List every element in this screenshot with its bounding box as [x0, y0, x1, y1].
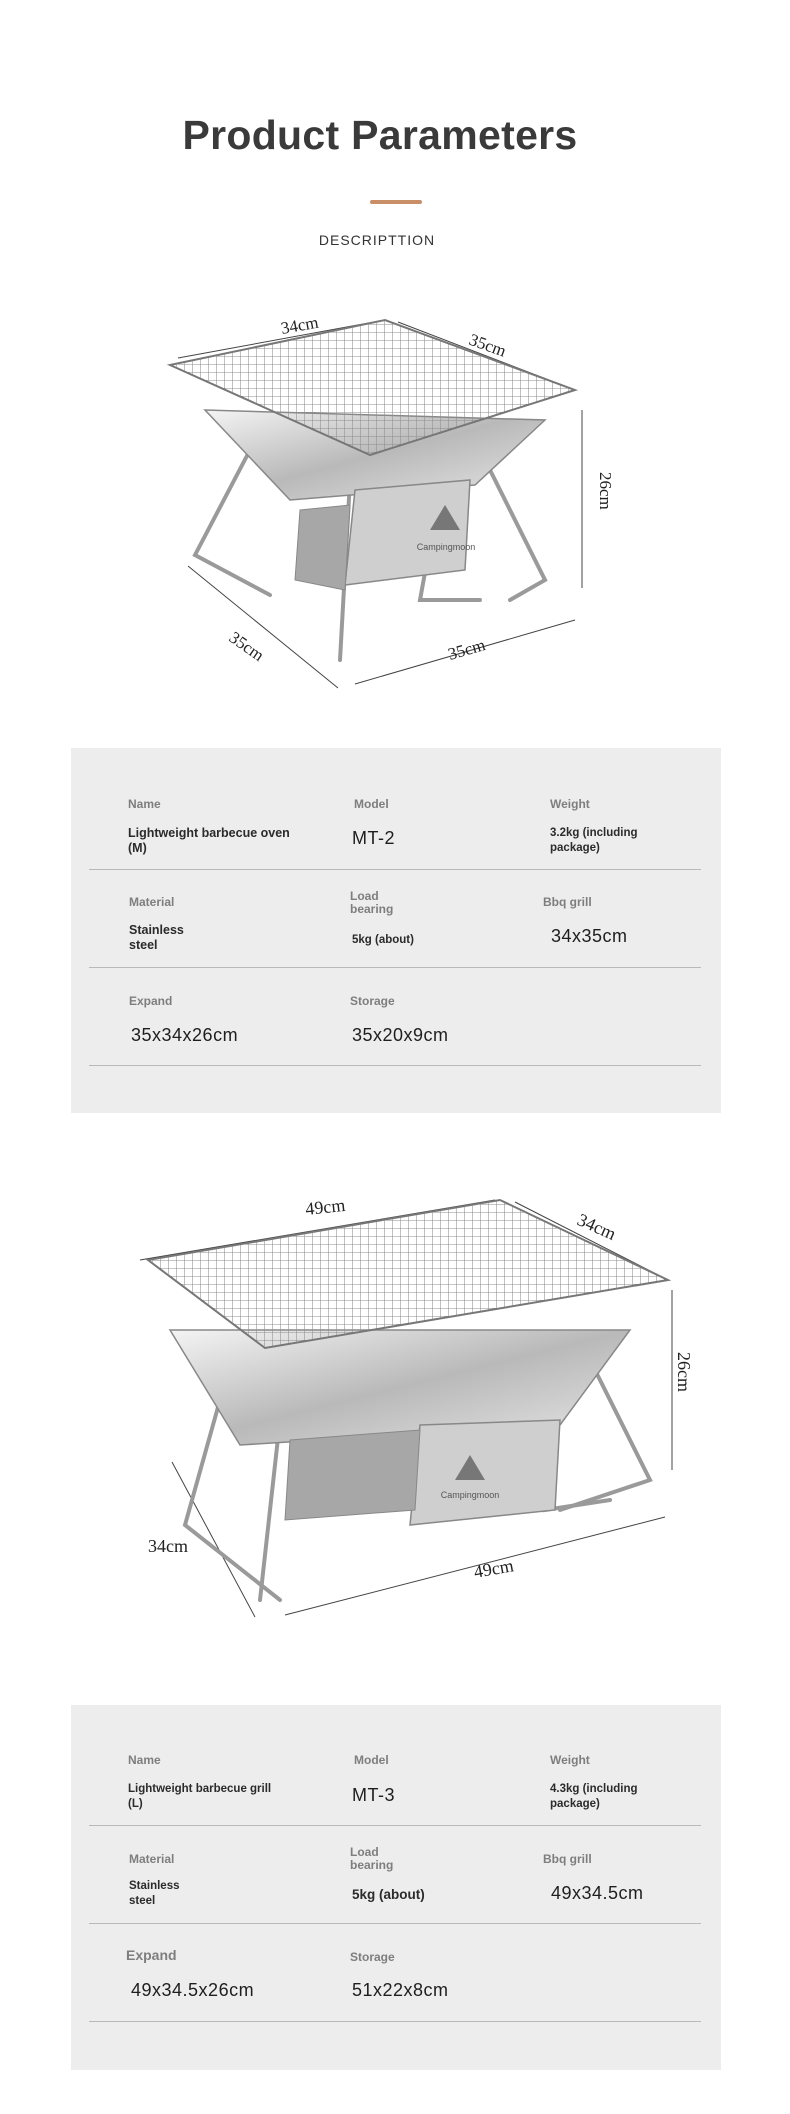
brand-mark-l: Campingmoon: [440, 1490, 500, 1500]
storage-label: Storage: [350, 994, 395, 1008]
dim-bottom-left-m: 35cm: [225, 627, 268, 665]
row-divider: [89, 1065, 701, 1066]
load-bearing-value: 5kg (about): [352, 934, 414, 946]
row-divider: [89, 1825, 701, 1826]
expand-label: Expand: [129, 994, 173, 1008]
row-divider: [89, 1923, 701, 1924]
dim-top-right-l: 34cm: [574, 1209, 620, 1244]
dim-top-right-m: 35cm: [466, 329, 509, 361]
product-illustration-m: [0, 300, 790, 700]
bbq-grill-label: Bbq grill: [543, 895, 592, 909]
model-value: MT-2: [352, 828, 396, 848]
spec-panel-m: [71, 748, 721, 1113]
weight-value: 4.3kg (including package): [550, 1783, 638, 1810]
material-value: Stainless steel: [129, 923, 184, 952]
material-value: Stainless steel: [129, 1880, 180, 1907]
storage-value: 35x20x9cm: [352, 1025, 449, 1045]
model-label: Model: [354, 797, 389, 811]
spec-panel-l: [71, 1705, 721, 2070]
expand-value: 35x34x26cm: [131, 1025, 239, 1045]
load-bearing-label: Load bearing: [350, 889, 394, 916]
storage-label: Storage: [350, 1950, 395, 1964]
row-divider: [89, 869, 701, 870]
dim-bottom-right-m: 35cm: [445, 635, 488, 664]
bbq-grill-value: 34x35cm: [551, 926, 628, 946]
load-bearing-value: 5kg (about): [352, 1887, 425, 1902]
page-subtitle: DESCRIPTTION: [318, 232, 436, 248]
page-title: Product Parameters: [182, 112, 578, 158]
expand-label: Expand: [126, 1947, 177, 1963]
bbq-grill-value: 49x34.5cm: [551, 1883, 644, 1903]
name-value: Lightweight barbecue oven (M): [128, 826, 290, 855]
weight-label: Weight: [550, 1753, 590, 1767]
product-illustration-l: [0, 1180, 790, 1640]
dim-top-left-l: 49cm: [304, 1194, 347, 1219]
dim-bottom-right-l: 49cm: [472, 1555, 516, 1582]
material-label: Material: [129, 895, 175, 909]
dim-bottom-left-l: 34cm: [148, 1536, 188, 1556]
load-bearing-label: Load bearing: [350, 1845, 394, 1872]
storage-value: 51x22x8cm: [352, 1980, 449, 2000]
expand-value: 49x34.5x26cm: [131, 1980, 255, 2000]
model-label: Model: [354, 1753, 389, 1767]
dim-top-left-m: 34cm: [279, 312, 320, 338]
weight-label: Weight: [550, 797, 590, 811]
row-divider: [89, 967, 701, 968]
name-label: Name: [128, 797, 161, 811]
row-divider: [89, 2021, 701, 2022]
brand-mark-m: Campingmoon: [416, 542, 476, 552]
title-accent-divider: [370, 200, 422, 204]
dim-height-m: 26cm: [596, 472, 615, 510]
bbq-grill-label: Bbq grill: [543, 1852, 592, 1866]
name-value: Lightweight barbecue grill (L): [128, 1783, 272, 1810]
model-value: MT-3: [352, 1785, 396, 1805]
weight-value: 3.2kg (including package): [550, 827, 638, 854]
material-label: Material: [129, 1852, 175, 1866]
dim-height-l: 26cm: [674, 1352, 694, 1392]
name-label: Name: [128, 1753, 161, 1767]
